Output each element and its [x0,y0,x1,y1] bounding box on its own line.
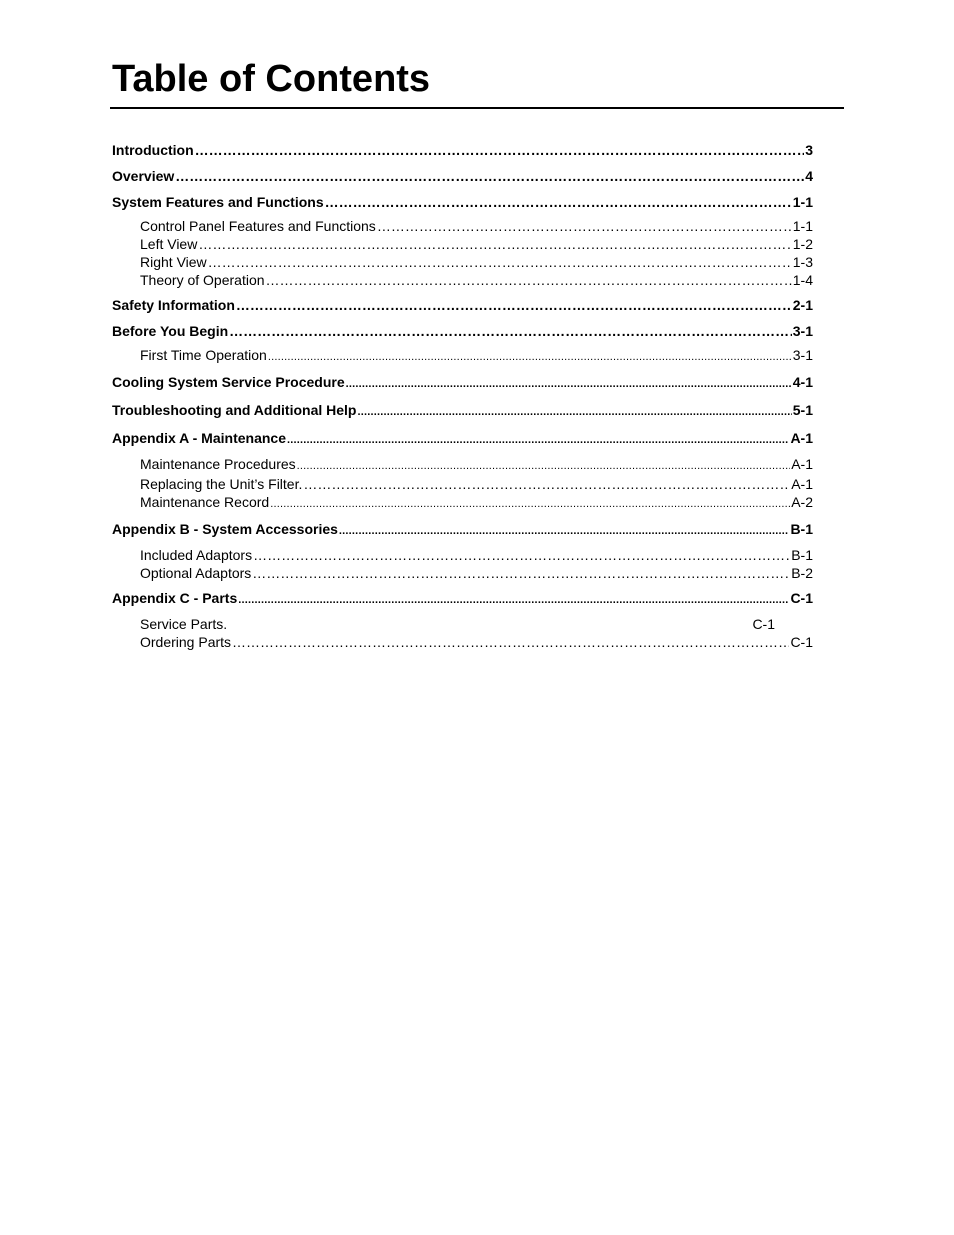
title-divider [110,107,844,109]
toc-entry-page: 1-1 [792,194,813,210]
dot-leader [252,564,790,582]
toc-subentry-control-panel[interactable] [112,217,813,235]
toc-entry-cooling-system[interactable] [112,373,813,394]
dot-leader [236,296,792,315]
toc-subentry-page: 1-2 [792,236,813,252]
toc-subentry-first-time-operation[interactable] [112,346,813,366]
toc-section [112,296,813,315]
toc-section [112,167,813,186]
toc-section [112,322,813,366]
toc-entry-appendix-b[interactable] [112,520,813,541]
toc-entry-troubleshooting[interactable] [112,401,813,422]
dot-leader [339,520,790,541]
toc-entry-label: Before You Begin [112,323,229,339]
dot-leader [195,141,805,160]
dot-leader [377,217,792,235]
dot-leader [357,401,791,422]
toc-entry-introduction[interactable] [112,141,813,160]
toc-subentry-page: A-2 [791,494,813,510]
toc-section [112,193,813,289]
dot-leader [232,633,789,651]
toc-subentry-page: 3-1 [792,347,813,363]
toc-subentry-label: Optional Adaptors [140,565,252,581]
toc-entry-page: 2-1 [792,297,813,313]
toc-entry-label: Cooling System Service Procedure [112,374,345,390]
dot-leader [266,271,792,289]
toc-subentry-page: B-2 [791,565,813,581]
toc-subentry-label: Ordering Parts [140,634,232,650]
toc-section [112,520,813,582]
toc-subentry-label: Service Parts. [140,616,228,632]
toc-subentry-label: Maintenance Procedures [140,456,296,472]
page-title: Table of Contents [112,58,431,100]
dot-leader [268,346,792,366]
toc-subentry-replacing-filter[interactable] [112,475,813,493]
toc-subentry-page: B-1 [791,547,813,563]
toc-subentry-service-parts[interactable] [112,615,813,633]
toc-entry-page: 3 [805,142,813,158]
dot-leader [229,322,792,341]
toc-subentry-label: Theory of Operation [140,272,265,288]
toc-subentry-included-adaptors[interactable] [112,546,813,564]
table-of-contents [112,141,813,658]
toc-subentry-page: 1-3 [792,254,813,270]
dot-leader [270,493,790,513]
toc-entry-before-you-begin[interactable] [112,322,813,341]
toc-entry-label: System Features and Functions [112,194,324,210]
toc-entry-appendix-c[interactable] [112,589,813,610]
toc-subentries [112,217,813,289]
toc-entry-page: A-1 [790,430,813,446]
toc-subentry-label: Right View [140,254,207,270]
dot-leader [208,253,792,271]
toc-entry-system-features[interactable] [112,193,813,212]
toc-subentries [112,455,813,513]
toc-entry-overview[interactable] [112,167,813,186]
toc-subentry-label: Maintenance Record [140,494,270,510]
dot-leader [297,455,791,475]
toc-section [112,429,813,513]
toc-entry-page: 4-1 [792,374,813,390]
toc-section [112,401,813,422]
toc-subentry-label: Replacing the Unit’s Filter. [140,476,303,492]
toc-subentry-ordering-parts[interactable] [112,633,813,651]
toc-subentry-page: A-1 [791,476,813,492]
toc-entry-label: Overview [112,168,175,184]
toc-entry-safety-information[interactable] [112,296,813,315]
dot-leader [325,193,792,212]
toc-subentry-label: Included Adaptors [140,547,253,563]
dot-leader [198,235,791,253]
toc-entry-label: Safety Information [112,297,235,313]
toc-subentry-maintenance-procedures[interactable] [112,455,813,475]
toc-subentry-left-view[interactable] [112,235,813,253]
dot-leader [253,546,790,564]
toc-entry-label: Appendix C - Parts [112,590,238,606]
toc-subentry-page: A-1 [791,456,813,472]
toc-subentry-label: Left View [140,236,198,252]
toc-subentry-theory-of-operation[interactable] [112,271,813,289]
toc-section [112,589,813,651]
toc-subentry-label: First Time Operation [140,347,267,363]
toc-entry-label: Appendix A - Maintenance [112,430,286,446]
toc-section [112,373,813,394]
dot-leader [346,373,792,394]
toc-entry-page: 5-1 [792,402,813,418]
toc-entry-label: Introduction [112,142,194,158]
toc-entry-label: Appendix B - System Accessories [112,521,338,537]
toc-subentry-optional-adaptors[interactable] [112,564,813,582]
toc-subentries [112,546,813,582]
toc-subentry-page: 1-1 [792,218,813,234]
toc-subentry-page: C-1 [752,616,775,632]
toc-subentries [112,346,813,366]
toc-subentry-page: C-1 [790,634,813,650]
dot-leader [303,475,790,493]
toc-entry-page: B-1 [790,521,813,537]
toc-subentry-page: 1-4 [792,272,813,288]
dot-leader [175,167,804,186]
dot-leader [287,429,789,450]
toc-subentry-right-view[interactable] [112,253,813,271]
toc-subentry-maintenance-record[interactable] [112,493,813,513]
toc-section [112,141,813,160]
toc-subentry-label: Control Panel Features and Functions [140,218,376,234]
toc-subentries [112,615,813,651]
toc-entry-page: C-1 [790,590,813,606]
dot-leader [238,589,789,610]
toc-entry-page: 4 [805,168,813,184]
toc-entry-page: 3-1 [792,323,813,339]
toc-entry-appendix-a[interactable] [112,429,813,450]
toc-entry-label: Troubleshooting and Additional Help [112,402,357,418]
